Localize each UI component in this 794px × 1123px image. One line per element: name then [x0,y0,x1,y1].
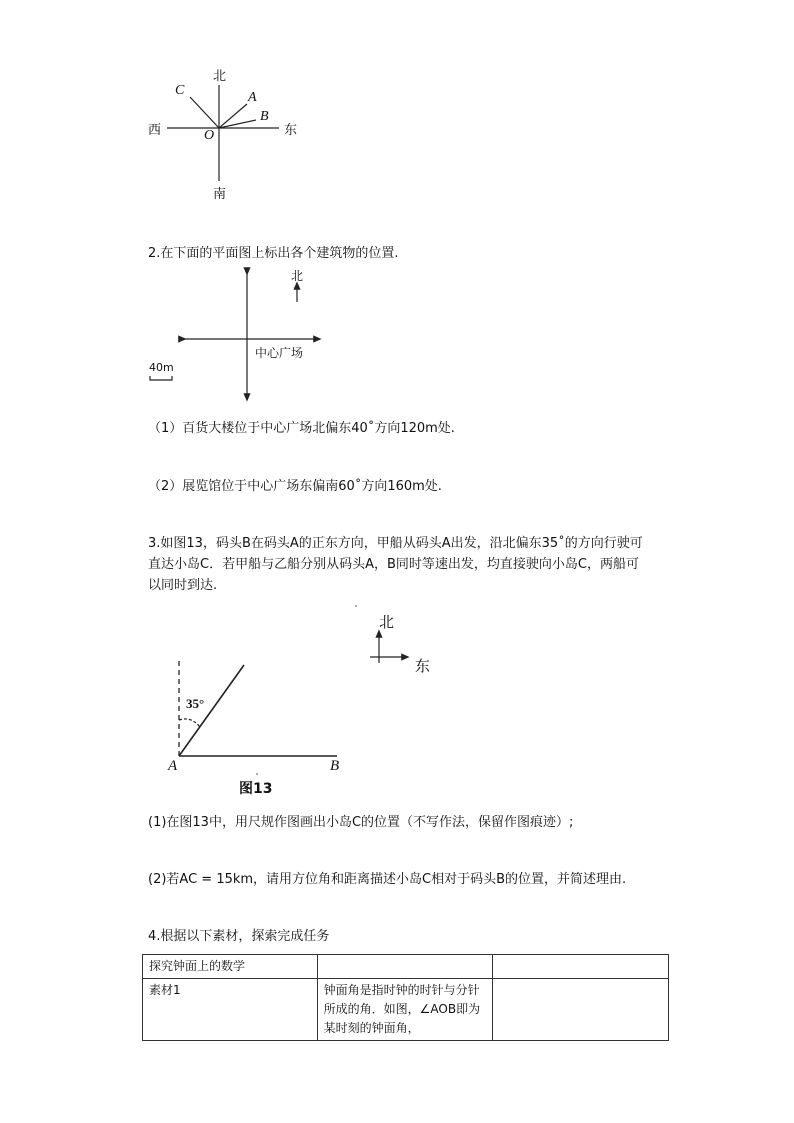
scale-label: 40m [149,361,174,374]
q4-material-table [142,954,669,1041]
west-label: 西 [148,123,162,138]
table-row [143,955,669,979]
q3-line2: 直达小岛C．若甲船与乙船分别从码头A，B同时等速出发，均直接驶向小岛C，两船可 [148,557,639,572]
point-b-label: B [260,109,269,124]
figure13-point-b: B [330,758,340,774]
east-label: 东 [284,123,298,138]
q3-line3: 以同时到达. [148,578,218,593]
center-square-label: 中心广场 [255,346,304,360]
q4-heading: 4.根据以下素材，探索完成任务 [148,929,330,944]
point-o-label: O [204,128,215,143]
table-cell: 探究钟面上的数学 [143,955,318,979]
table-cell: 钟面角是指时钟的时针与分针所成的角．如图，∠AOB即为某时刻的钟面角， [317,979,493,1041]
south-label: 南 [213,187,227,202]
q3-sub1: (1)在图13中，用尺规作图画出小岛C的位置（不写作法，保留作图痕迹）; [148,815,574,830]
table-row [143,979,669,1041]
compass-east-label: 东 [415,657,431,675]
q2-heading: 2.在下面的平面图上标出各个建筑物的位置. [148,246,399,261]
table-cell [493,979,669,1041]
compass-north-label: 北 [379,613,395,631]
table-cell: 素材1 [143,979,318,1041]
figure13-caption: 图13 [239,781,273,797]
angle-35-label: 35° [186,696,205,711]
q3-sub2: (2)若AC = 15km，请用方位角和距离描述小岛C相对于码头B的位置，并简述理由. [148,872,627,887]
stray-dot [355,605,357,607]
q2-item1: （1）百货大楼位于中心广场北偏东40˚方向120m处. [148,421,455,436]
q2-item2: （2）展览馆位于中心广场东偏南60˚方向160m处. [148,479,442,494]
plan-north-label: 北 [291,269,304,283]
table-cell [493,955,669,979]
point-a-label: A [248,90,257,105]
stray-dot [256,773,258,775]
figure13-point-a: A [168,758,178,774]
table-cell [317,955,493,979]
angle-arc [179,719,200,727]
q3-line1: 3.如图13，码头B在码头A的正东方向，甲船从码头A出发，沿北偏东35˚的方向行驶可 [148,536,643,551]
point-c-label: C [175,83,185,98]
north-label: 北 [213,69,227,84]
